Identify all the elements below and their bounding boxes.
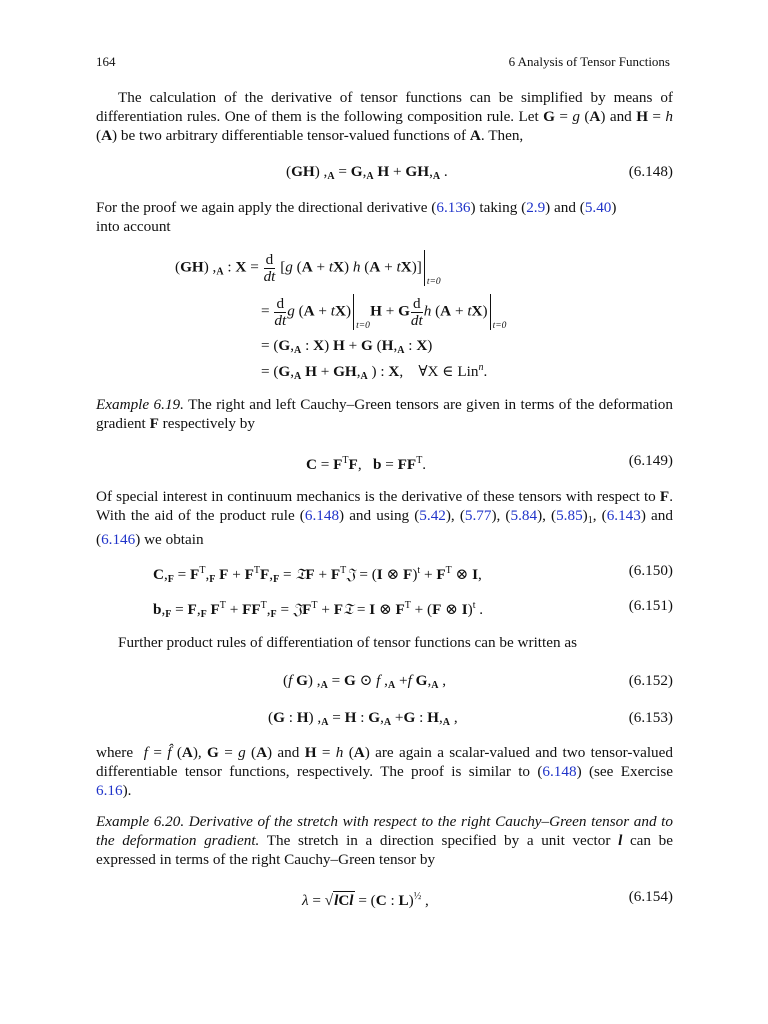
paragraph-continuum-mechanics: Of special interest in continuum mechanics is the derivative of these tensors with respect to F. With the aid of the product rule (6.148) and using (5.42), (5.77), (5.84), $(5.85)_1$, (6.143) and (6.146) we obtain bbox=[96, 488, 673, 548]
ref-link[interactable]: 5.77 bbox=[464, 507, 492, 524]
equation-number: (6.153) bbox=[628, 709, 673, 726]
ref-link[interactable]: 6.148 bbox=[542, 763, 577, 780]
ref-link[interactable]: 2.9 bbox=[526, 199, 546, 216]
paragraph-where: where f = f̂ (A), G = g (A) and H = h (A) are again a scalar-valued and two tensor-valued differentiable tensor functions, respectively. The proof is similar to (6.148) (see Exercise 6.16). bbox=[96, 744, 673, 799]
document-page: 164 6 Analysis of Tensor Functions The calculation of the derivative of tensor functions can be simplified by means of differentiation rules. One of them is the following composition rule. Let G = g (A) and H = h (A) be two arbitrary differentiable tensor-valued functions of A. Then, (GH) $,_A = G,_A$ $H + GH,_A$ . (6.148) For the proof we again apply the directional derivative (6.136) taking (2.9) and (5.40) into account (GH) $,_A$ : X = $\frac{d}{dt}$ [g (A + tX) h (A + tX)] t=0 = $\frac{d}{dt}$ g (A + tX) t=0 H + G $\frac{d}{dt}$ h (A + tX) t=0 = ($G,_A$ : X) H + G ($H,_A$ : X) = ($G,_A$ $H + GH,_A$ ) : X, ∀X ∈ Lin$^n$. Example 6.19. The right and left Cauchy–Green tensors are given in terms of the deformation gradient F respectively by $C = F^TF$, $b = FF^T$. (6.149) Of special interest in continuum mechanics is the derivative of these tensors with respect to F. With the aid of the product rule (6.148) and using (5.42), (5.77), (5.84), $(5.85)_1$, (6.143) and (6.146) we obtain $C,_F = F^T,_F$ $F + F^TF,_F$ = 𝔗F + $F^T𝔍 = (I$ ⊗ $F)^t + F^T$ ⊗ I, (6.150) $b,_F = F,_F$ $F^T + FF^T,_F$ = 𝔍F$^T$ + F𝔗 = I ⊗ $F^T + (F$ ⊗ I)$^t$ . (6.151) Further product rules of differentiation of tensor functions can be written as (f G) $,_A = G$ ⊙ f $,_A +f$ $G,_A$ , (6.152) (G : H) $,_A = H$ : $G,_A +G$ : $H,_A$ , (6.153) where f = f̂ (A), G = g (A) and H = h (A) are again a scalar-valued and two tensor-valued differentiable tensor functions, respectively. The proof is similar to (6.148) (see Exercise 6.16). Example 6.20. Derivative of the stretch with respect to the right Cauchy–Green tensor and to the deformation gradient. The stretch in a direction specified by a unit vector l can be expressed in terms of the right Cauchy–Green tensor by λ = √lCl = (C : L)$^{\frac{1}{2}}$ , (6.154) bbox=[96, 54, 673, 909]
example-6-19: Example 6.19. The right and left Cauchy–Green tensors are given in terms of the deformation gradient F respectively by bbox=[96, 396, 673, 432]
equation-number: (6.151) bbox=[628, 597, 673, 614]
ref-link[interactable]: 6.16 bbox=[96, 782, 123, 799]
equation-number: (6.154) bbox=[628, 888, 673, 905]
equation-6-148: (GH) $,_A = G,_A$ $H + GH,_A$ . (6.148) bbox=[286, 163, 673, 182]
equation-6-150: $C,_F = F^T,_F$ $F + F^TF,_F$ = 𝔗F + $F^T𝔍 = (I$ ⊗ $F)^t + F^T$ ⊗ I, (6.150) bbox=[153, 562, 673, 585]
equation-number: (6.150) bbox=[628, 562, 673, 579]
ref-link[interactable]: 6.136 bbox=[436, 199, 471, 216]
running-title: 6 Analysis of Tensor Functions bbox=[508, 54, 670, 69]
equation-6-154: λ = √lCl = (C : L)$^{\frac{1}{2}}$ , (6.154) bbox=[302, 888, 673, 909]
equation-number: (6.149) bbox=[628, 452, 673, 469]
ref-link[interactable]: 6.148 bbox=[304, 507, 340, 524]
ref-link[interactable]: 6.146 bbox=[101, 531, 136, 548]
equation-6-149: $C = F^TF$, $b = FF^T$. (6.149) bbox=[306, 452, 673, 473]
ref-link[interactable]: 5.85 bbox=[556, 507, 583, 524]
paragraph-proof: For the proof we again apply the directional derivative (6.136) taking (2.9) and (5.40) into account bbox=[96, 199, 617, 235]
ref-link[interactable]: 5.40 bbox=[584, 199, 612, 216]
paragraph-composition-rule: The calculation of the derivative of tensor functions can be simplified by means of differentiation rules. One of them is the following composition rule. Let G = g (A) and H = h (A) be two arbitrary differentiable tensor-valued functions of A. Then, bbox=[96, 89, 673, 144]
ref-link[interactable]: 5.42 bbox=[419, 507, 446, 524]
equation-6-153: (G : H) $,_A = H$ : $G,_A +G$ : $H,_A$ , (6.153) bbox=[268, 709, 673, 728]
equation-6-152: (f G) $,_A = G$ ⊙ f $,_A +f$ $G,_A$ , (6.152) bbox=[283, 672, 673, 691]
example-6-20: Example 6.20. Derivative of the stretch with respect to the right Cauchy–Green tensor and to the deformation gradient. The stretch in a direction specified by a unit vector l can be expressed in terms of the right Cauchy–Green tensor by bbox=[96, 813, 673, 868]
equation-number: (6.148) bbox=[628, 163, 673, 180]
ref-link[interactable]: 5.84 bbox=[510, 507, 538, 524]
paragraph-further-rules: Further product rules of differentiation of tensor functions can be written as bbox=[118, 634, 578, 651]
equation-6-151: $b,_F = F,_F$ $F^T + FF^T,_F$ = 𝔍F$^T$ + F𝔗 = I ⊗ $F^T + (F$ ⊗ I)$^t$ . (6.151) bbox=[153, 597, 673, 620]
ref-link[interactable]: 6.143 bbox=[606, 507, 641, 524]
page-number: 164 bbox=[96, 54, 116, 69]
equation-number: (6.152) bbox=[628, 672, 673, 689]
